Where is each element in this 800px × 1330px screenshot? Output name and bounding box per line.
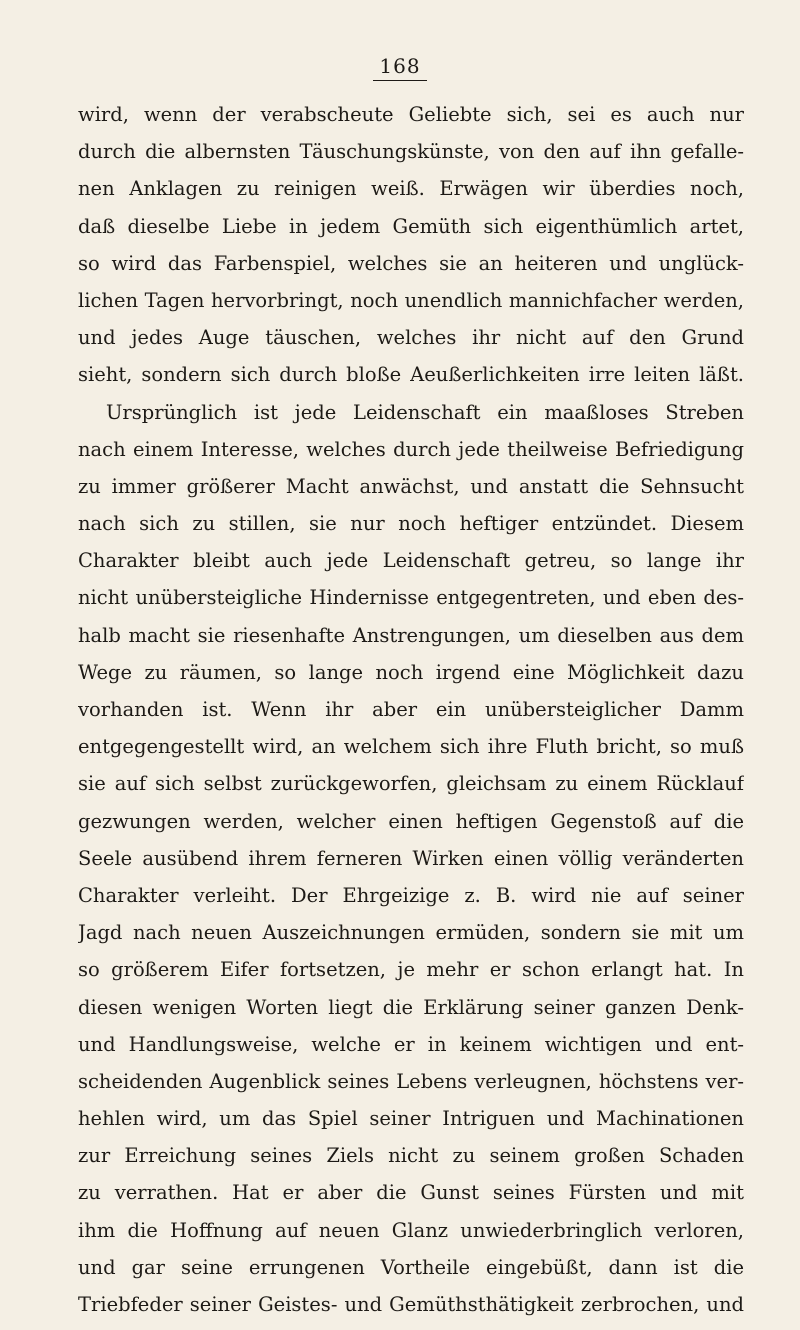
text-line: entgegengestellt wird, an welchem sich ihre Fluth bricht, so muß	[78, 735, 744, 759]
text-line: sieht, sondern sich durch bloße Aeußerlichkeiten irre leiten läßt.	[78, 363, 744, 387]
body-text	[78, 96, 744, 1323]
text-line: daß dieselbe Liebe in jedem Gemüth sich eigenthümlich artet,	[78, 214, 744, 238]
text-line: Charakter bleibt auch jede Leidenschaft getreu, so lange ihr	[78, 549, 744, 573]
text-line: ihm die Hoffnung auf neuen Glanz unwiederbringlich verloren,	[78, 1218, 744, 1242]
text-line: nach einem Interesse, welches durch jede theilweise Befriedigung	[78, 437, 744, 461]
text-line: sie auf sich selbst zurückgeworfen, gleichsam zu einem Rücklauf	[78, 772, 744, 796]
text-line: Wege zu räumen, so lange noch irgend eine Möglichkeit dazu	[78, 660, 744, 684]
text-line: nach sich zu stillen, sie nur noch heftiger entzündet. Diesem	[78, 512, 744, 536]
text-line: nen Anklagen zu reinigen weiß. Erwägen wir überdies noch,	[78, 177, 744, 201]
text-line: zu immer größerer Macht anwächst, und anstatt die Sehnsucht	[78, 474, 744, 498]
text-line: und jedes Auge täuschen, welches ihr nicht auf den Grund	[78, 326, 744, 350]
text-line: so größerem Eifer fortsetzen, je mehr er schon erlangt hat. In	[78, 958, 744, 982]
text-line: Ursprünglich ist jede Leidenschaft ein maaßloses Streben	[106, 400, 744, 424]
text-line: gezwungen werden, welcher einen heftigen Gegenstoß auf die	[78, 809, 744, 833]
text-line: zu verrathen. Hat er aber die Gunst seines Fürsten und mit	[78, 1181, 744, 1205]
text-line: lichen Tagen hervorbringt, noch unendlich mannichfacher werden,	[78, 288, 744, 312]
text-line: wird, wenn der verabscheute Geliebte sich, sei es auch nur	[78, 103, 744, 126]
page-number	[0, 54, 800, 81]
text-line: hehlen wird, um das Spiel seiner Intriguen und Machinationen	[78, 1107, 744, 1131]
text-line: Triebfeder seiner Geistes- und Gemüthsthätigkeit zerbrochen, und	[78, 1293, 744, 1316]
text-line: vorhanden ist. Wenn ihr aber ein unübersteiglicher Damm	[78, 698, 744, 721]
text-line: diesen wenigen Worten liegt die Erklärung seiner ganzen Denk-	[78, 995, 744, 1019]
text-line: so wird das Farbenspiel, welches sie an heiteren und unglück-	[78, 251, 744, 275]
text-line: Jagd nach neuen Auszeichnungen ermüden, sondern sie mit um	[78, 921, 744, 945]
text-line: nicht unübersteigliche Hindernisse entgegentreten, und eben des-	[78, 586, 744, 610]
text-line: Charakter verleiht. Der Ehrgeizige z. B. wird nie auf seiner	[78, 883, 744, 907]
text-line: und Handlungsweise, welche er in keinem wichtigen und ent-	[78, 1032, 744, 1056]
text-line: durch die albernsten Täuschungskünste, von den auf ihn gefalle-	[78, 140, 744, 164]
text-line: halb macht sie riesenhafte Anstrengungen, um dieselben aus dem	[78, 623, 744, 647]
text-line: zur Erreichung seines Ziels nicht zu seinem großen Schaden	[78, 1144, 744, 1168]
page-number-text: 168	[373, 54, 426, 81]
text-line: und gar seine errungenen Vortheile eingebüßt, dann ist die	[78, 1255, 744, 1279]
text-line: scheidenden Augenblick seines Lebens verleugnen, höchstens ver-	[78, 1069, 744, 1093]
text-line: Seele ausübend ihrem ferneren Wirken einen völlig veränderten	[78, 846, 744, 870]
